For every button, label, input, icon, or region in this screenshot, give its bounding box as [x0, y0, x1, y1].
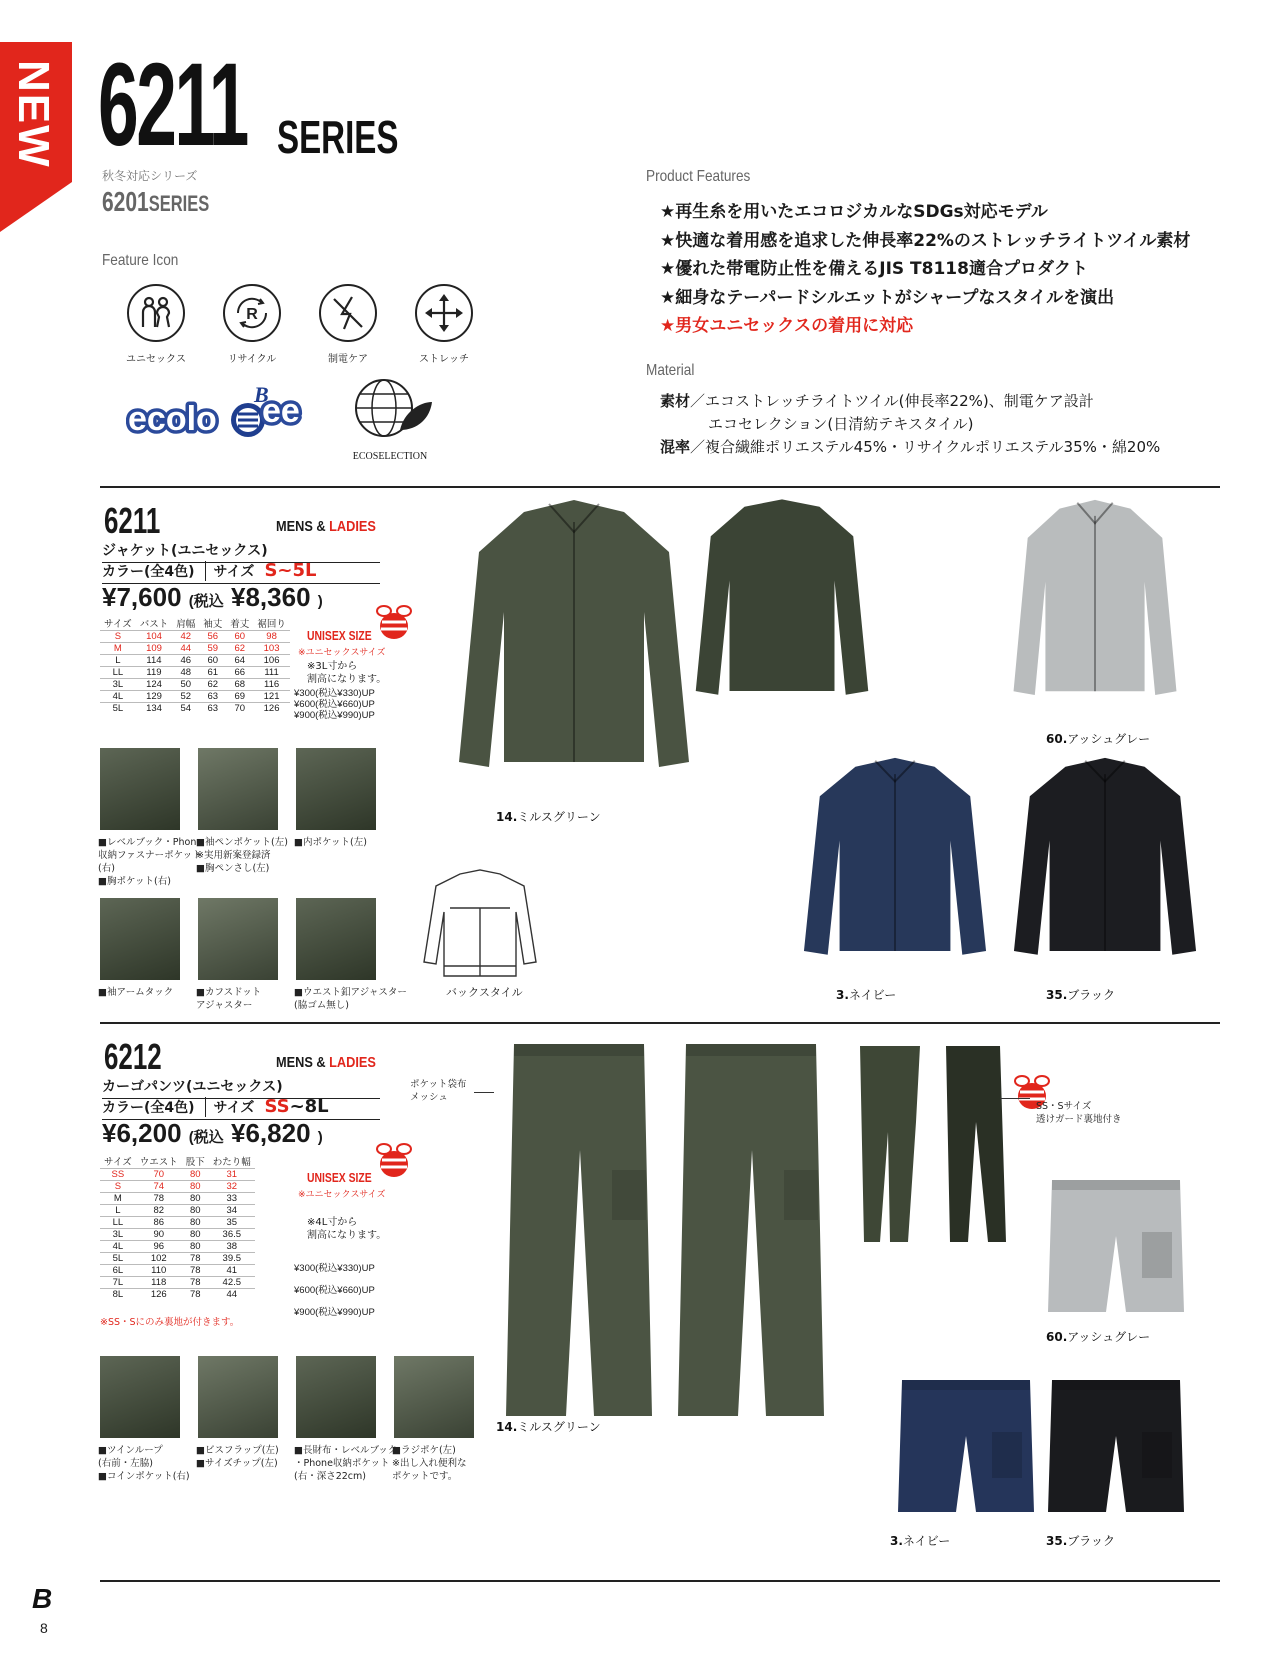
size-table-cell: 5L [100, 703, 136, 715]
jacket-tax-label: (税込 [188, 593, 224, 610]
colorway-label [1046, 730, 1150, 747]
detail-photo [198, 1356, 278, 1438]
feature-line: ★快適な着用感を追求した伸長率22%のストレッチライトツイル素材 [660, 230, 1191, 251]
size-table-row [100, 655, 290, 667]
colorway-name: ブラック [1067, 1534, 1116, 1548]
colorway-code: 60. [1046, 1330, 1068, 1344]
size-table-cell: 98 [253, 631, 290, 643]
material-block [660, 390, 1160, 459]
back-style-label: バックスタイル [446, 986, 523, 999]
detail-caption: ■レベルブック・Phone 収納ファスナーポケット (右) ■胸ポケット(右) [98, 837, 203, 887]
unisex-size-sub: ※ユニセックスサイズ [298, 1190, 386, 1200]
colorway-name: ネイビー [848, 988, 897, 1002]
size-table-cell: 8L [100, 1289, 136, 1301]
pants-price-base: ¥6,200 [102, 1118, 182, 1148]
size-table-cell: 46 [172, 655, 199, 667]
pants-note: ※4L寸から 割高になります。 [307, 1217, 387, 1241]
svg-text:B: B [254, 382, 269, 407]
pants-tax-label: (税込 [188, 1129, 224, 1146]
size-table-cell: M [100, 1193, 136, 1205]
stretch-icon [415, 284, 473, 342]
gender-ladies: LADIES [329, 518, 376, 535]
ecolobee-logo [126, 382, 326, 452]
pants-size-table [100, 1154, 255, 1300]
surcharge: ¥300(税込¥330)UP [294, 688, 375, 699]
product-features-list [660, 198, 1190, 341]
garment-jacket-ashgray [1010, 494, 1180, 726]
svg-text:ecolo: ecolo [128, 400, 217, 438]
cargo-pocket [1142, 1432, 1172, 1478]
size-table-cell: 82 [136, 1205, 182, 1217]
colorway-code: 35. [1046, 1534, 1068, 1548]
ecoselection-logo [340, 372, 440, 462]
garment-pants-back [666, 1040, 836, 1424]
size-table-row [100, 1181, 255, 1193]
back-style-sketch [420, 868, 540, 986]
jacket-tax-close: ) [317, 593, 323, 610]
size-table-row [100, 703, 290, 715]
size-table-row [100, 667, 290, 679]
size-table-cell: 90 [136, 1229, 182, 1241]
detail-photo [296, 898, 376, 980]
size-table-cell: 68 [226, 679, 253, 691]
size-table-cell: 39.5 [209, 1253, 255, 1265]
pants-price [102, 1118, 323, 1149]
size-table-cell: 42.5 [209, 1277, 255, 1289]
size-table-cell: SS [100, 1169, 136, 1181]
size-table-cell: 63 [199, 703, 226, 715]
jacket-colors: カラー(全4色) [102, 564, 195, 580]
pants-size-red: SS [264, 1096, 290, 1117]
size-table-row [100, 1241, 255, 1253]
garment-pants-ashgray [1046, 1176, 1186, 1320]
size-table-header: ウエスト [139, 1157, 178, 1168]
size-table-cell: 78 [182, 1289, 209, 1301]
subseries-word: SERIES [148, 191, 210, 216]
divider [100, 1022, 1220, 1024]
surcharge: ¥600(税込¥660)UP [294, 1285, 375, 1296]
garment-pants-navy [896, 1376, 1036, 1520]
waistband [902, 1380, 1030, 1390]
size-table-cell: 32 [209, 1181, 255, 1193]
gender-mens: MENS & [276, 1054, 326, 1071]
size-table-cell: 64 [226, 655, 253, 667]
feature-stretch [414, 284, 474, 365]
size-table-row [100, 1217, 255, 1229]
gender-mens: MENS & [276, 518, 326, 535]
detail-caption: ■袖ペンポケット(左) ※実用新案登録済 ■胸ペンさし(左) [196, 837, 288, 874]
detail-caption: ■ツインループ (右前・左脇) ■コインポケット(右) [98, 1445, 190, 1482]
colorway-code: 14. [496, 1420, 518, 1434]
colorway-name: ブラック [1067, 988, 1116, 1002]
size-table-header: 着丈 [230, 619, 250, 630]
size-table-cell: 70 [136, 1169, 182, 1181]
colorway-name: アッシュグレー [1067, 1330, 1151, 1344]
brand-logo-icon [30, 1582, 62, 1616]
size-table-cell: 34 [209, 1205, 255, 1217]
pants-colors: カラー(全4色) [102, 1100, 195, 1116]
size-table-cell: 7L [100, 1277, 136, 1289]
feature-icon-heading: Feature Icon [102, 252, 179, 269]
recycle-icon [223, 284, 281, 342]
feature-recycle [222, 284, 282, 365]
material-heading: Material [646, 362, 695, 379]
detail-photo [296, 748, 376, 830]
size-table-cell: 41 [209, 1265, 255, 1277]
callout-line [1000, 1098, 1030, 1099]
size-table-cell: 80 [182, 1181, 209, 1193]
surcharge: ¥300(税込¥330)UP [294, 1263, 375, 1274]
size-table-cell: 33 [209, 1193, 255, 1205]
new-badge [0, 42, 72, 232]
detail-caption: ■ラジポケ(左) ※出し入れ便利な ポケットです。 [392, 1445, 467, 1482]
size-table-cell: 62 [199, 679, 226, 691]
size-table-header: 裾回り [257, 619, 286, 630]
size-table-cell: 6L [100, 1265, 136, 1277]
waistband [1052, 1180, 1180, 1190]
size-table-header: サイズ [104, 1157, 132, 1168]
jacket-size-table [100, 616, 290, 714]
size-table-cell: 80 [182, 1229, 209, 1241]
size-table-cell: 124 [136, 679, 173, 691]
colorway-code: 60. [1046, 732, 1068, 746]
waistband [686, 1044, 816, 1056]
size-table-cell: 103 [253, 643, 290, 655]
size-table-cell: 63 [199, 691, 226, 703]
size-table-cell: 38 [209, 1241, 255, 1253]
series-word: SERIES [277, 111, 399, 163]
unisex-size-sub: ※ユニセックスサイズ [298, 648, 386, 658]
size-table-row [100, 1229, 255, 1241]
colorway-name: アッシュグレー [1067, 732, 1151, 746]
size-table-cell: 54 [172, 703, 199, 715]
size-table-header: サイズ [104, 619, 132, 630]
garment-pants-black [1046, 1376, 1186, 1520]
feature-line-highlight: ★男女ユニセックスの着用に対応 [660, 316, 914, 336]
size-table-cell: 86 [136, 1217, 182, 1229]
jacket-surcharges [294, 688, 375, 721]
jacket-color-size [102, 560, 380, 584]
size-table-cell: 119 [136, 667, 173, 679]
size-table-cell: 5L [100, 1253, 136, 1265]
bee-mascot-icon [372, 602, 416, 640]
colorway-code: 3. [890, 1534, 903, 1548]
surcharge: ¥900(税込¥990)UP [294, 710, 375, 721]
size-table-cell: L [100, 655, 136, 667]
size-table-row [100, 1169, 255, 1181]
size-table-cell: 66 [226, 667, 253, 679]
size-table-cell: 36.5 [209, 1229, 255, 1241]
garment-jacket-front [454, 492, 694, 808]
size-table-header: 肩幅 [176, 619, 196, 630]
gender-ladies: LADIES [329, 1054, 376, 1071]
garment-jacket-back [692, 492, 872, 726]
size-table-cell: S [100, 1181, 136, 1193]
detail-photo [394, 1356, 474, 1438]
size-table-header: 股下 [185, 1157, 205, 1168]
size-table-cell: 56 [199, 631, 226, 643]
garment-pants-side [850, 1042, 1020, 1256]
colorway-name: ネイビー [902, 1534, 951, 1548]
size-table-row [100, 1193, 255, 1205]
feature-line: ★再生糸を用いたエコロジカルなSDGs対応モデル [660, 202, 1048, 222]
feature-antistatic-label: 制電ケア [328, 354, 368, 365]
size-table-cell: 118 [136, 1277, 182, 1289]
jacket-tax-price: ¥8,360 [231, 582, 311, 612]
size-table-cell: 62 [226, 643, 253, 655]
pants-size-label: サイズ [205, 1097, 255, 1117]
ecoselection-text: ECOSELECTION [352, 451, 428, 462]
size-table-cell: 35 [209, 1217, 255, 1229]
size-table-header: 袖丈 [203, 619, 223, 630]
callout-line [474, 1092, 494, 1093]
size-table-cell: 50 [172, 679, 199, 691]
colorway-label [890, 1532, 950, 1549]
material-text: エコセレクション(日清紡テキスタイル) [708, 415, 974, 433]
feature-stretch-label: ストレッチ [419, 354, 469, 365]
size-table-row [100, 1289, 255, 1301]
jacket-size-range: S~5L [264, 560, 317, 581]
feature-antistatic [318, 284, 378, 365]
page-number: 8 [40, 1620, 48, 1636]
size-table-cell: 80 [182, 1217, 209, 1229]
subseries-note: 秋冬対応シリーズ [102, 169, 198, 183]
colorway-code: 3. [836, 988, 849, 1002]
material-text: ／複合繊維ポリエステル45%・リサイクルポリエステル35%・綿20% [690, 438, 1161, 456]
feature-recycle-label: リサイクル [227, 354, 277, 365]
size-table-row [100, 631, 290, 643]
size-table-cell: 129 [136, 691, 173, 703]
size-table-cell: 74 [136, 1181, 182, 1193]
size-table-cell: 121 [253, 691, 290, 703]
garment-pants-front [494, 1040, 664, 1424]
size-table-cell: 104 [136, 631, 173, 643]
pants-tax-close: ) [317, 1129, 323, 1146]
surcharge: ¥900(税込¥990)UP [294, 1307, 375, 1318]
pants-gender [276, 1054, 376, 1071]
size-table-cell: 80 [182, 1205, 209, 1217]
size-table-cell: 102 [136, 1253, 182, 1265]
size-table-cell: 78 [182, 1277, 209, 1289]
size-table-cell: 44 [172, 643, 199, 655]
garment-silhouette [678, 1044, 824, 1416]
antistatic-icon [319, 284, 377, 342]
size-table-cell: 60 [226, 631, 253, 643]
size-table-row [100, 1205, 255, 1217]
jacket-name: ジャケット(ユニセックス) [102, 540, 380, 563]
size-table-row [100, 1265, 255, 1277]
jacket-gender [276, 518, 376, 535]
detail-caption: ■内ポケット(左) [294, 837, 367, 848]
pants-tax-price: ¥6,820 [231, 1118, 311, 1148]
size-table-cell: 80 [182, 1241, 209, 1253]
detail-photo [100, 748, 180, 830]
size-table-cell: 3L [100, 679, 136, 691]
colorway-name: ミルスグリーン [517, 810, 601, 824]
size-table-cell: 126 [136, 1289, 182, 1301]
colorway-code: 14. [496, 810, 518, 824]
size-table-cell: LL [100, 1217, 136, 1229]
size-table-cell: 126 [253, 703, 290, 715]
bee-mascot-icon [372, 1140, 416, 1178]
divider [100, 486, 1220, 488]
size-table-header: わたり幅 [212, 1157, 251, 1168]
size-table-cell: 96 [136, 1241, 182, 1253]
detail-photo [296, 1356, 376, 1438]
size-table-row [100, 643, 290, 655]
size-table-cell: 61 [199, 667, 226, 679]
surcharge: ¥600(税込¥660)UP [294, 699, 375, 710]
jacket-price-base: ¥7,600 [102, 582, 182, 612]
size-table-cell: 31 [209, 1169, 255, 1181]
svg-text:ee: ee [262, 392, 300, 430]
size-table-row [100, 1277, 255, 1289]
series-number: 6211 [98, 39, 247, 171]
size-table-cell: 69 [226, 691, 253, 703]
size-table-row [100, 691, 290, 703]
size-table-cell: 114 [136, 655, 173, 667]
garment-jacket-navy [800, 752, 990, 986]
size-table-cell: 116 [253, 679, 290, 691]
size-table-cell: 80 [182, 1193, 209, 1205]
garment-silhouette [506, 1044, 652, 1416]
material-text: ／エコストレッチライトツイル(伸長率22%)、制電ケア設計 [690, 392, 1094, 410]
feature-line: ★細身なテーパードシルエットがシャープなスタイルを演出 [660, 287, 1115, 308]
size-table-cell: 111 [253, 667, 290, 679]
detail-photo [100, 898, 180, 980]
pants-size-rest: ~8L [289, 1096, 329, 1117]
pants-color-size [102, 1096, 380, 1120]
new-badge-label: NEW [9, 60, 58, 169]
brand-mark: B [32, 1583, 53, 1612]
colorway-label [836, 986, 896, 1003]
product-features-heading: Product Features [646, 168, 751, 185]
size-table-cell: 78 [182, 1265, 209, 1277]
divider [100, 1580, 1220, 1582]
garment-silhouette [696, 499, 869, 694]
unisex-size-label: UNISEX SIZE [307, 1170, 372, 1185]
garment-jacket-black [1010, 752, 1200, 986]
size-table-cell: 44 [209, 1289, 255, 1301]
size-table-cell: 52 [172, 691, 199, 703]
callout-pocket-mesh: ポケット袋布 メッシュ [410, 1079, 467, 1103]
jacket-size-label: サイズ [205, 561, 255, 581]
detail-caption: ■長財布・レベルブック ・Phone収納ポケット (右・深さ22cm) [294, 1445, 398, 1482]
size-table-cell: S [100, 631, 136, 643]
size-table-cell: 70 [226, 703, 253, 715]
size-table-cell: 80 [182, 1169, 209, 1181]
detail-photo [100, 1356, 180, 1438]
jacket-note: ※3L寸から 割高になります。 [307, 661, 387, 685]
subseries-number: 6201 [102, 186, 149, 217]
material-key: 素材 [660, 392, 691, 410]
colorway-code: 35. [1046, 988, 1068, 1002]
size-table-cell: 48 [172, 667, 199, 679]
pants-number: 6212 [104, 1036, 162, 1077]
size-table-cell: 106 [253, 655, 290, 667]
colorway-label [496, 1418, 601, 1435]
size-table-cell: 134 [136, 703, 173, 715]
feature-icons [126, 284, 474, 365]
detail-photo [198, 898, 278, 980]
colorway-label [1046, 986, 1115, 1003]
size-table-cell: 59 [199, 643, 226, 655]
feature-unisex [126, 284, 186, 365]
pants-name: カーゴパンツ(ユニセックス) [102, 1076, 380, 1099]
pants-size-range [264, 1096, 328, 1117]
pants-table-footnote: ※SS・Sにのみ裏地が付きます。 [100, 1317, 240, 1328]
feature-line: ★優れた帯電防止性を備えるJIS T8118適合プロダクト [660, 259, 1088, 279]
detail-caption: ■袖アームタック [98, 987, 174, 998]
size-table-cell: LL [100, 667, 136, 679]
cargo-pocket [992, 1432, 1022, 1478]
svg-text:R: R [246, 306, 258, 323]
colorway-label [1046, 1532, 1115, 1549]
size-table-cell: 3L [100, 1229, 136, 1241]
detail-caption: ■カフスドット アジャスター [196, 987, 262, 1011]
detail-caption: ■ウエスト釦アジャスター (脇ゴム無し) [294, 987, 407, 1011]
waistband [514, 1044, 644, 1056]
cargo-pocket [784, 1170, 818, 1220]
cargo-pocket [1142, 1232, 1172, 1278]
subseries-name [102, 186, 209, 218]
feature-unisex-label: ユニセックス [126, 354, 186, 365]
colorway-label [1046, 1328, 1150, 1345]
unisex-icon [127, 284, 185, 342]
cargo-pocket [612, 1170, 646, 1220]
size-table-row [100, 679, 290, 691]
size-table-header: バスト [139, 619, 169, 630]
pants-surcharges [294, 1258, 375, 1324]
size-table-cell: 42 [172, 631, 199, 643]
size-table-cell: 4L [100, 1241, 136, 1253]
size-table-cell: M [100, 643, 136, 655]
waistband [1052, 1380, 1180, 1390]
callout-ss-guard: SS・Sサイズ 透けガード裏地付き [1036, 1101, 1122, 1125]
jacket-number: 6211 [104, 500, 161, 541]
detail-photo [198, 748, 278, 830]
size-table-row [100, 1253, 255, 1265]
size-table-cell: 110 [136, 1265, 182, 1277]
material-key: 混率 [660, 438, 691, 456]
size-table-cell: L [100, 1205, 136, 1217]
colorway-name: ミルスグリーン [517, 1420, 601, 1434]
size-table-cell: 78 [136, 1193, 182, 1205]
colorway-label [496, 808, 601, 825]
detail-caption: ■ビスフラップ(左) ■サイズチップ(左) [196, 1445, 279, 1469]
size-table-cell: 109 [136, 643, 173, 655]
size-table-cell: 4L [100, 691, 136, 703]
size-table-cell: 60 [199, 655, 226, 667]
unisex-size-label: UNISEX SIZE [307, 628, 372, 643]
size-table-cell: 78 [182, 1253, 209, 1265]
jacket-price [102, 582, 323, 613]
